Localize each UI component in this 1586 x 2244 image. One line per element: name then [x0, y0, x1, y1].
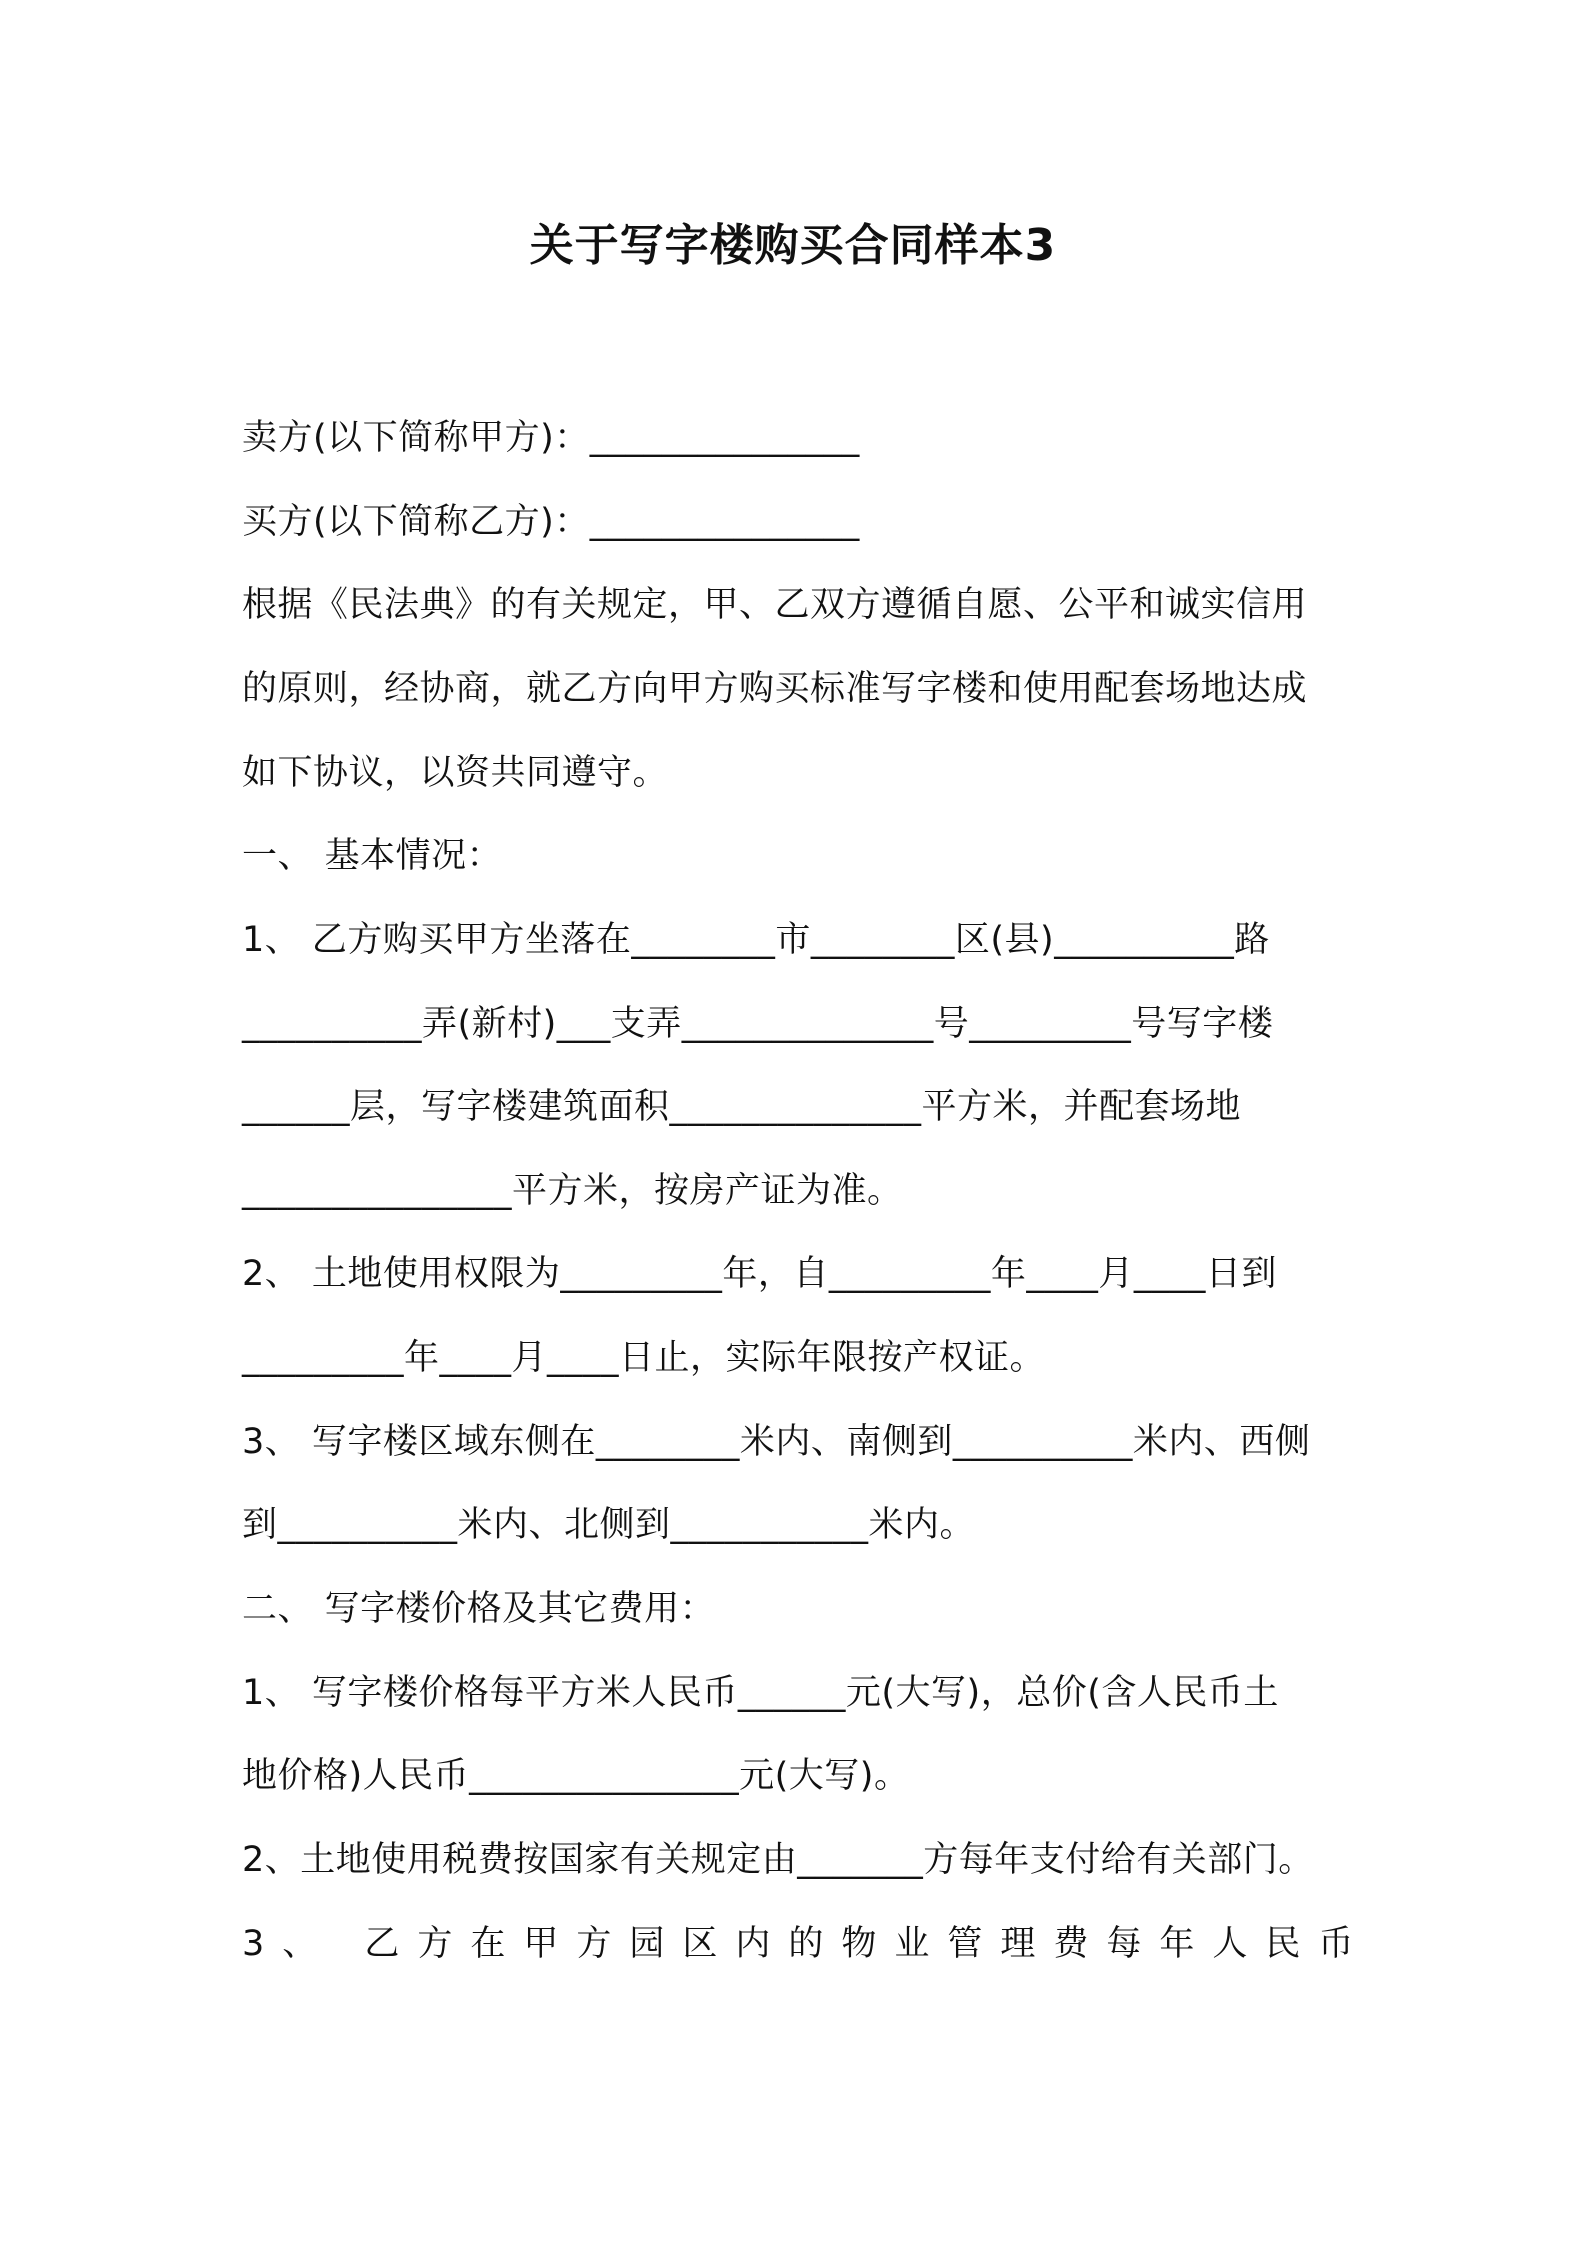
clause-2-3-line-1: 3、 乙方在甲方园区内的物业管理费每年人民币 — [242, 1924, 1372, 1964]
clause-1-2-line-2: _________年____月____日止，实际年限按产权证。 — [242, 1338, 1046, 1378]
section-heading-price: 二、 写字楼价格及其它费用： — [242, 1589, 716, 1629]
buyer-line: 买方(以下简称乙方)：_______________ — [242, 502, 860, 542]
seller-line: 卖方(以下简称甲方)：_______________ — [242, 418, 860, 458]
section-heading-basic: 一、 基本情况： — [242, 836, 503, 876]
clause-1-1-line-3: ______层，写字楼建筑面积______________平方米，并配套场地 — [242, 1087, 1242, 1127]
clause-2-1-line-2: 地价格)人民币_______________元(大写)。 — [242, 1756, 910, 1796]
clause-2-2-line-1: 2、土地使用税费按国家有关规定由_______方每年支付给有关部门。 — [242, 1840, 1314, 1880]
preamble-line-1: 根据《民法典》的有关规定，甲、乙双方遵循自愿、公平和诚实信用 — [242, 585, 1308, 625]
clause-1-1-line-2: __________弄(新村)___支弄______________号_________号写字楼 — [242, 1004, 1274, 1044]
preamble-line-3: 如下协议，以资共同遵守。 — [242, 753, 669, 793]
preamble-line-2: 的原则，经协商，就乙方向甲方购买标准写字楼和使用配套场地达成 — [242, 669, 1308, 709]
clause-1-3-line-1: 3、 写字楼区域东侧在________米内、南侧到__________米内、西侧 — [242, 1422, 1311, 1462]
clause-2-1-line-1: 1、 写字楼价格每平方米人民币______元(大写)，总价(含人民币土 — [242, 1673, 1279, 1713]
clause-1-1-line-4: _______________平方米，按房产证为准。 — [242, 1171, 903, 1211]
clause-1-3-line-2: 到__________米内、北侧到___________米内。 — [242, 1505, 976, 1545]
clause-1-1-line-1: 1、 乙方购买甲方坐落在________市________区(县)__________路 — [242, 920, 1270, 960]
document-title: 关于写字楼购买合同样本3 — [529, 220, 1057, 271]
clause-1-2-line-1: 2、 土地使用权限为_________年，自_________年____月____日到 — [242, 1254, 1277, 1294]
